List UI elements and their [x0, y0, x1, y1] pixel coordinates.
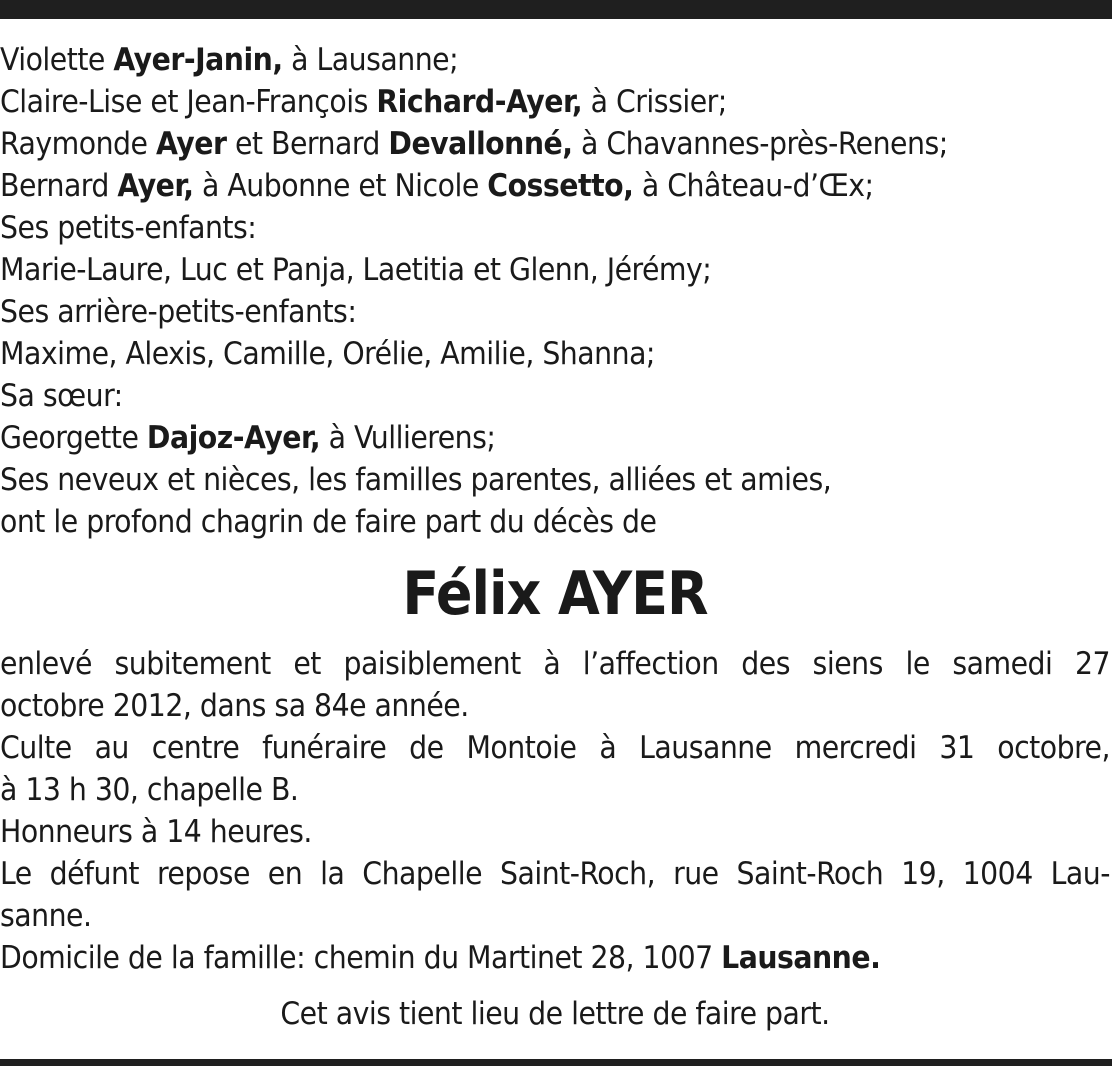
top-rule	[0, 0, 1112, 19]
service-details-line-2: à 13 h 30, chapelle B.	[0, 772, 299, 808]
family-surname: Ayer	[155, 126, 227, 162]
repose-line-1: Le défunt repose en la Chapelle Saint-Roch, rue Saint-Roch 19, 1004 Lau-	[0, 856, 1110, 892]
sister-label: Sa sœur:	[0, 378, 123, 414]
relatives-line: Ses neveux et nièces, les familles parentes, alliées et amies,	[0, 462, 832, 498]
family-line-4: Bernard Ayer, à Aubonne et Nicole Cossetto, à Château-d’Œx;	[0, 168, 874, 204]
family-surname: Cossetto,	[487, 168, 634, 204]
family-line-1: Violette Ayer-Janin, à Lausanne;	[0, 42, 459, 78]
domicile-line: Domicile de la famille: chemin du Martinet 28, 1007 Lausanne.	[0, 940, 881, 976]
repose-line-2: sanne.	[0, 898, 92, 934]
honours-line: Honneurs à 14 heures.	[0, 814, 312, 850]
great-grandchildren-label: Ses arrière-petits-enfants:	[0, 294, 357, 330]
announcement-line: ont le profond chagrin de faire part du décès de	[0, 504, 657, 540]
family-line-3: Raymonde Ayer et Bernard Devallonné, à Chavannes-près-Renens;	[0, 126, 948, 162]
deceased-name: Félix AYER	[402, 559, 708, 629]
family-surname: Ayer,	[117, 168, 194, 204]
service-details-line-1: Culte au centre funéraire de Montoie à Lausanne mercredi 31 octobre,	[0, 730, 1110, 766]
closing-line: Cet avis tient lieu de lettre de faire part.	[280, 996, 830, 1032]
family-surname: Richard-Ayer,	[376, 84, 583, 120]
family-surname: Ayer-Janin,	[113, 42, 283, 78]
sister-line: Georgette Dajoz-Ayer, à Vullierens;	[0, 420, 496, 456]
family-surname: Dajoz-Ayer,	[146, 420, 321, 456]
family-surname: Devallonné,	[388, 126, 573, 162]
obituary-notice	[0, 39, 1110, 1035]
death-details-line-1: enlevé subitement et paisiblement à l’affection des siens le samedi 27	[0, 646, 1110, 682]
bottom-rule	[0, 1059, 1112, 1066]
family-line-2: Claire-Lise et Jean-François Richard-Ayer, à Crissier;	[0, 84, 727, 120]
grandchildren-label: Ses petits-enfants:	[0, 210, 257, 246]
domicile-city: Lausanne.	[721, 940, 881, 976]
great-grandchildren-names: Maxime, Alexis, Camille, Orélie, Amilie, Shanna;	[0, 336, 655, 372]
death-details-line-2: octobre 2012, dans sa 84e année.	[0, 688, 469, 724]
grandchildren-names: Marie-Laure, Luc et Panja, Laetitia et Glenn, Jérémy;	[0, 252, 712, 288]
